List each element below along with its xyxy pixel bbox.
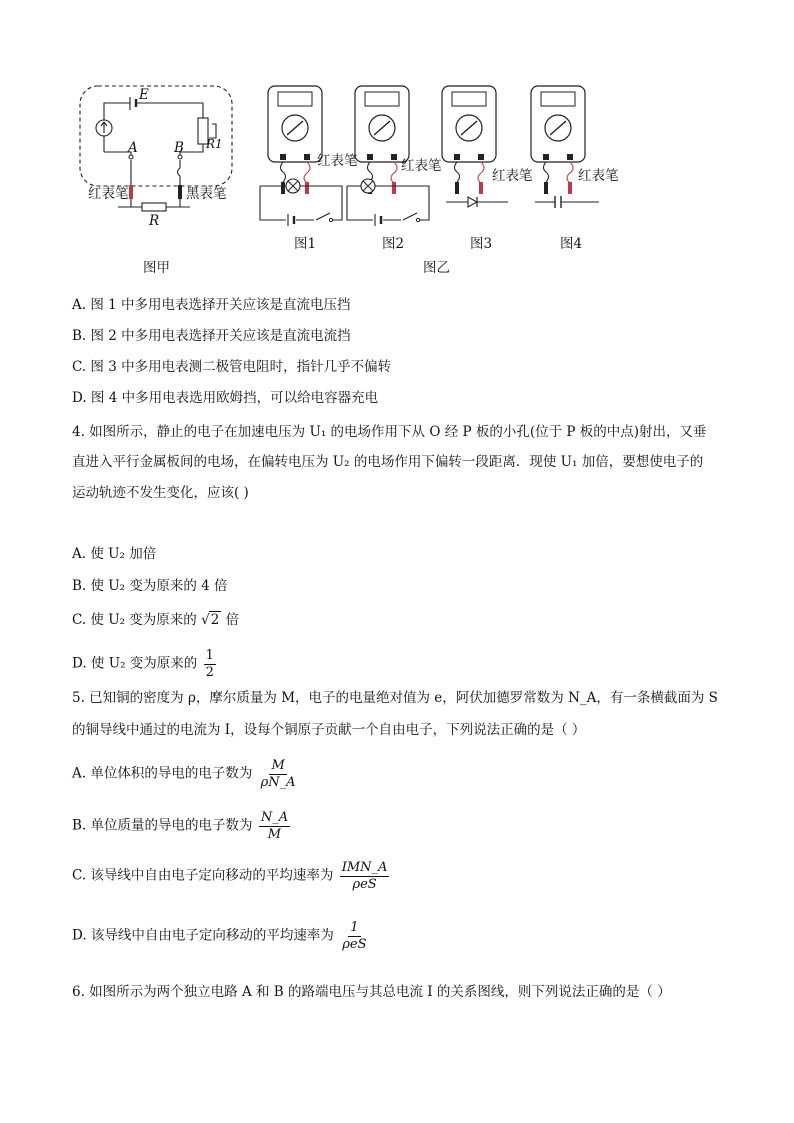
q3-option-a: A. 图 1 中多用电表选择开关应该是直流电压挡 bbox=[72, 297, 351, 313]
q5-stem-line1: 5. 已知铜的密度为 ρ，摩尔质量为 M，电子的电量绝对值为 e，阿伏加德罗常数为 N_A，有一条横截面为 S bbox=[72, 690, 718, 706]
label-R: R bbox=[149, 213, 160, 229]
label-red-probe-3: 红表笔 bbox=[492, 168, 533, 184]
label-red-probe-4: 红表笔 bbox=[578, 168, 619, 184]
caption-fig4: 图4 bbox=[560, 236, 583, 252]
label-A: A bbox=[128, 140, 138, 156]
q3-option-d: D. 图 4 中多用电表选用欧姆挡，可以给电容器充电 bbox=[72, 390, 379, 406]
multimeter-4-icon bbox=[531, 86, 585, 162]
multimeter-2-icon bbox=[355, 86, 409, 162]
caption-yi: 图乙 bbox=[423, 260, 450, 276]
caption-fig1: 图1 bbox=[294, 236, 317, 252]
capacitor-circuit bbox=[535, 196, 599, 208]
lamp-switch-circuit bbox=[347, 179, 429, 226]
red-lead bbox=[391, 162, 397, 183]
red-probe-tip bbox=[305, 182, 309, 194]
label-R1: R1 bbox=[206, 137, 223, 151]
q5-option-c: C. 该导线中自由电子定向移动的平均速率为 $\frac{\text{IMN\_A}}{\text{ρeS}}$ bbox=[72, 860, 388, 892]
diode-icon bbox=[468, 197, 477, 207]
black-lead bbox=[544, 162, 549, 182]
black-probe-tip bbox=[544, 182, 548, 194]
q4-option-b: B. 使 U₂ 变为原来的 4 倍 bbox=[72, 578, 228, 594]
red-lead bbox=[478, 162, 484, 183]
red-lead bbox=[304, 162, 310, 183]
fraction-half: $\frac{1}{2}$ bbox=[205, 648, 214, 680]
label-E: E bbox=[139, 87, 149, 103]
black-lead bbox=[281, 162, 286, 182]
label-B: B bbox=[174, 140, 184, 156]
diode-circuit bbox=[446, 197, 508, 207]
multimeter-1-icon bbox=[268, 86, 322, 162]
q5-option-d: D. 该导线中自由电子定向移动的平均速率为 $\frac{1}{\text{ρeS}}$ bbox=[72, 920, 367, 952]
q5-option-a: A. 单位体积的导电的电子数为 $\frac{M}{\rho N\_A}$ bbox=[72, 758, 296, 790]
black-lead bbox=[455, 162, 460, 182]
red-probe-tip bbox=[568, 182, 572, 194]
caption-fig2: 图2 bbox=[382, 236, 405, 252]
q4-option-c: C. 使 U₂ 变为原来的 √2 倍 bbox=[72, 612, 240, 629]
red-probe-tip bbox=[392, 182, 396, 194]
q4-option-d: D. 使 U₂ 变为原来的 $\frac{1}{2}$ bbox=[72, 648, 214, 680]
q4-stem-line1: 4. 如图所示，静止的电子在加速电压为 U₁ 的电场作用下从 O 经 P 板的小孔(位于 P 板的中点)射出，又垂 bbox=[72, 424, 707, 440]
q3-option-b: B. 图 2 中多用电表选择开关应该是直流电流挡 bbox=[72, 328, 351, 344]
black-probe-tip bbox=[281, 182, 285, 194]
q5-option-b: B. 单位质量的导电的电子数为 $\frac{N\_A}{M}$ bbox=[72, 810, 289, 842]
q4-option-a: A. 使 U₂ 加倍 bbox=[72, 546, 157, 562]
multimeter-3-icon bbox=[442, 86, 496, 162]
label-black-probe: 黑表笔 bbox=[186, 186, 227, 202]
caption-jia: 图甲 bbox=[143, 260, 170, 276]
caption-fig3: 图3 bbox=[470, 236, 493, 252]
fraction-c: $\frac{\text{IMN\_A}}{\text{ρeS}}$ bbox=[341, 860, 388, 892]
fraction-d: $\frac{1}{\text{ρeS}}$ bbox=[342, 920, 367, 952]
red-probe-tip bbox=[479, 182, 483, 194]
red-lead bbox=[567, 162, 573, 183]
sqrt-two: √2 bbox=[201, 612, 220, 629]
lamp-switch-circuit bbox=[260, 179, 342, 226]
q4-stem-line3: 运动轨迹不发生变化，应该( ) bbox=[72, 485, 249, 501]
q5-stem-line2: 的铜导线中通过的电流为 I，设每个铜原子贡献一个自由电子，下列说法正确的是（ ） bbox=[72, 722, 586, 738]
label-red-probe-2: 红表笔 bbox=[401, 158, 442, 174]
label-red-probe: 红表笔 bbox=[88, 186, 129, 202]
q3-option-c: C. 图 3 中多用电表测二极管电阻时，指针几乎不偏转 bbox=[72, 359, 392, 375]
q4-stem-line2: 直进入平行金属板间的电场，在偏转电压为 U₂ 的电场作用下偏转一段距离．现使 U₁ 加倍，要想使电子的 bbox=[72, 454, 704, 470]
label-red-probe-1: 红表笔 bbox=[317, 153, 358, 169]
black-probe-tip bbox=[455, 182, 459, 194]
fraction-b: $\frac{N\_A}{M}$ bbox=[260, 810, 289, 842]
fraction-a: $\frac{M}{\rho N\_A}$ bbox=[260, 758, 296, 790]
q6-stem-line1: 6. 如图所示为两个独立电路 A 和 B 的路端电压与其总电流 I 的关系图线，则下列说法正确的是（ ） bbox=[72, 984, 671, 1000]
